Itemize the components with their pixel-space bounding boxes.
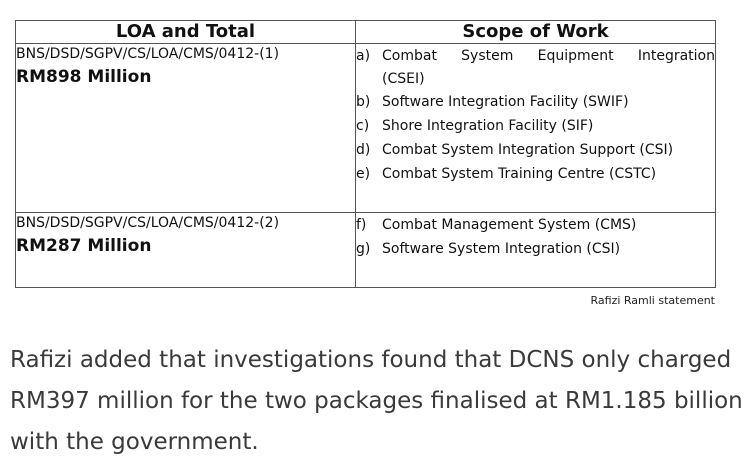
scope-item-continuation: (CSEI)	[382, 71, 425, 87]
scope-cell	[356, 44, 716, 213]
scope-item-text: Combat Management System (CMS)	[382, 217, 637, 233]
table-row	[16, 44, 716, 213]
scope-item-letter: f)	[356, 217, 367, 233]
scope-item	[356, 114, 715, 138]
image-caption: Rafizi Ramli statement	[590, 294, 715, 307]
scope-item	[356, 44, 715, 68]
table-header-row	[16, 21, 716, 44]
scope-item-letter: c)	[356, 118, 370, 134]
scope-item	[356, 90, 715, 114]
article-paragraph: Rafizi added that investigations found that DCNS only charged RM397 million for the two packages finalised at RM1.185 billion with the government.	[10, 347, 743, 455]
scope-item-text: Combat System Equipment Integration	[382, 48, 715, 64]
scope-item	[356, 237, 715, 261]
scope-item-letter: b)	[356, 94, 371, 110]
loa-reference: BNS/DSD/SGPV/CS/LOA/CMS/0412-(2)	[16, 215, 280, 231]
scope-item	[356, 213, 715, 237]
scope-item-text: Software Integration Facility (SWIF)	[382, 94, 629, 110]
scope-item-text: Shore Integration Facility (SIF)	[382, 118, 594, 134]
loa-cell	[16, 44, 356, 213]
loa-scope-table	[15, 20, 716, 288]
scope-item-letter: e)	[356, 166, 371, 182]
scope-item-letter: g)	[356, 241, 371, 257]
scope-item-letter: d)	[356, 142, 371, 158]
header-loa-and-total: LOA and Total	[16, 21, 356, 44]
scope-item-text: Combat System Integration Support (CSI)	[382, 142, 674, 158]
loa-reference: BNS/DSD/SGPV/CS/LOA/CMS/0412-(1)	[16, 46, 280, 62]
loa-table-container	[15, 20, 715, 288]
scope-cell	[356, 213, 716, 288]
scope-item-text: Combat System Training Centre (CSTC)	[382, 166, 657, 182]
loa-amount: RM898 Million	[16, 67, 152, 87]
scope-item	[356, 162, 715, 186]
scope-item-letter: a)	[356, 48, 371, 64]
header-scope-of-work: Scope of Work	[356, 21, 716, 44]
loa-cell	[16, 213, 356, 288]
scope-item	[356, 138, 715, 162]
table-row	[16, 213, 716, 288]
scope-item-text: Software System Integration (CSI)	[382, 241, 621, 257]
loa-amount: RM287 Million	[16, 236, 152, 256]
